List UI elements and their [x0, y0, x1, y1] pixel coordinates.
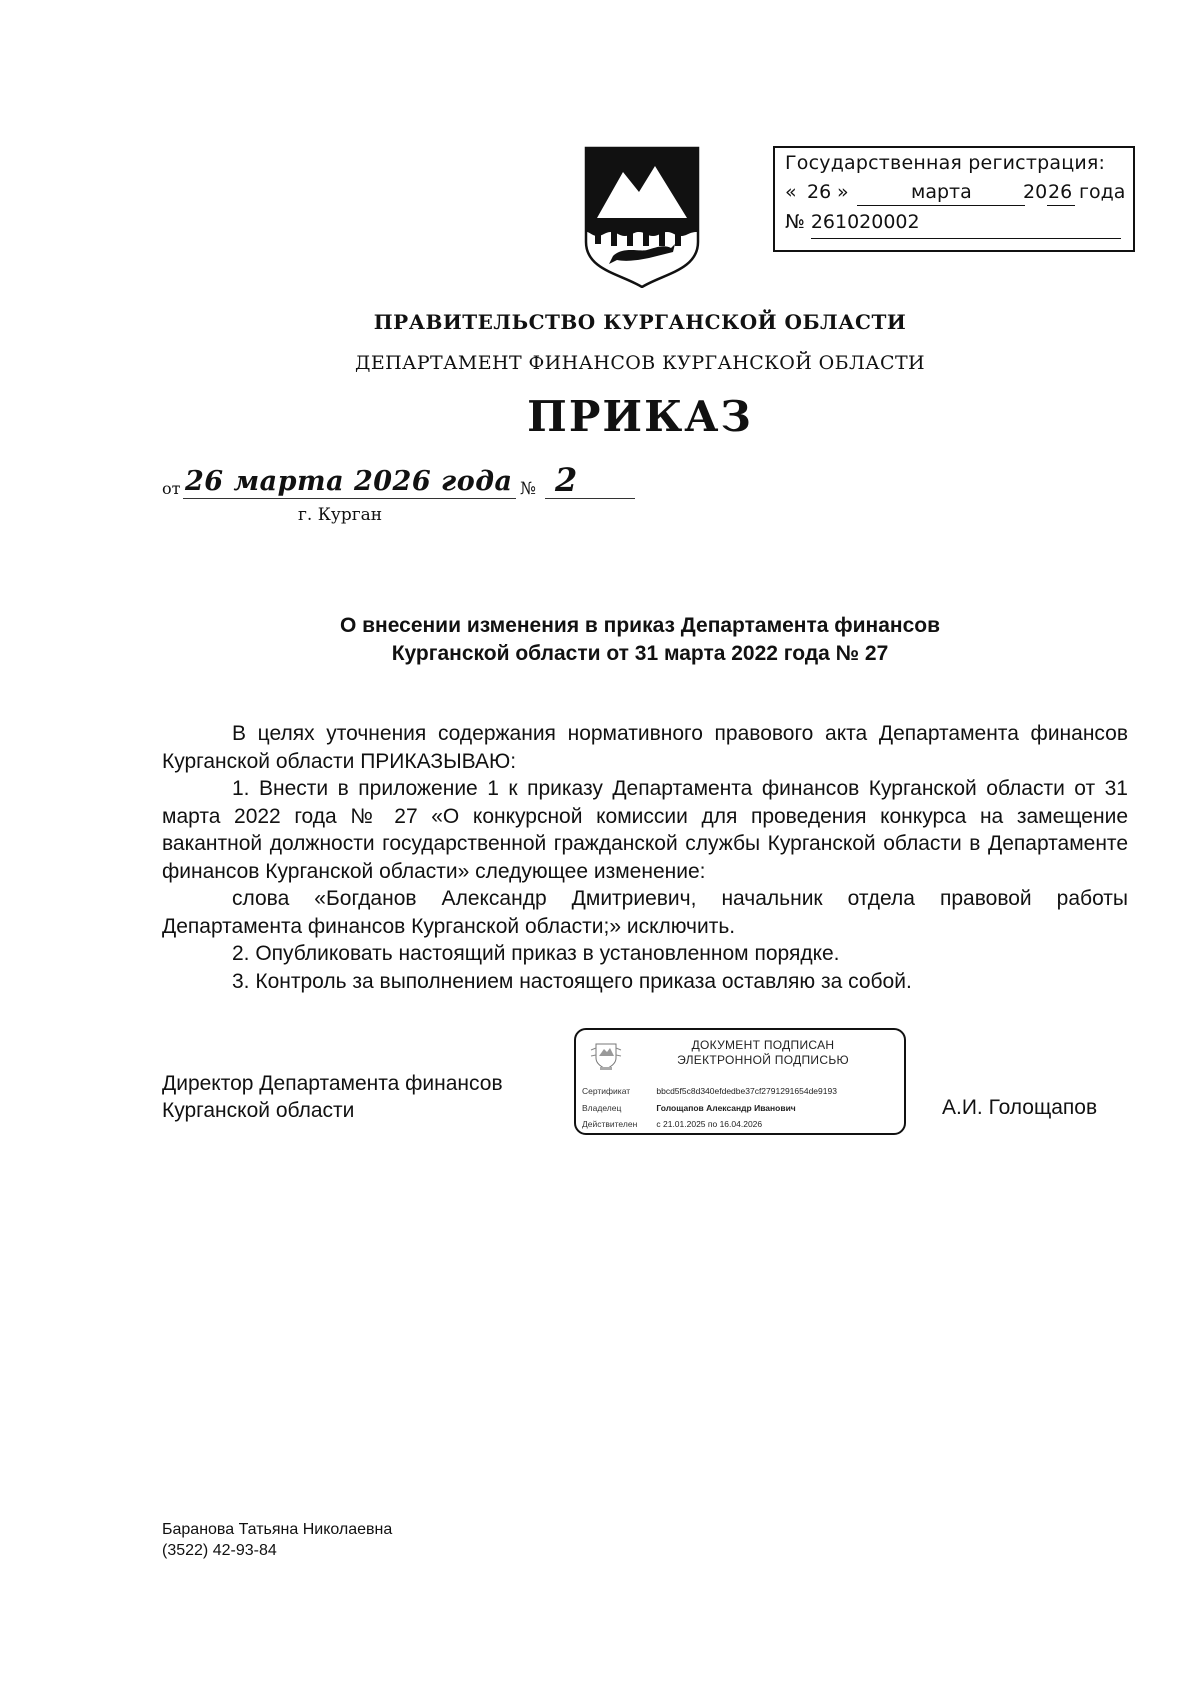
preamble-paragraph: В целях уточнения содержания нормативного правового акта Департамента финансов Курганской области ПРИКАЗЫВАЮ:: [162, 722, 1128, 773]
registration-day: 26: [807, 181, 832, 203]
esign-title-line-2: ЭЛЕКТРОННОЙ ПОДПИСЬЮ: [677, 1053, 849, 1067]
registration-number-row: [785, 211, 920, 233]
owner-value: Голощапов Александр Иванович: [656, 1103, 796, 1113]
position-line-1: Директор Департамента финансов: [162, 1072, 503, 1095]
executor-phone: (3522) 42-93-84: [162, 1542, 277, 1559]
signatory-position: [162, 1070, 503, 1124]
electronic-signature-stamp: [574, 1028, 906, 1135]
signatory-name: А.И. Голощапов: [942, 1096, 1098, 1119]
date-underline: [183, 498, 516, 499]
esign-certificate-row: [582, 1086, 837, 1096]
order-body: [162, 720, 1128, 995]
registration-year-prefix: 20: [1023, 181, 1048, 203]
registration-number-label: №: [785, 211, 805, 233]
registration-stamp: [773, 146, 1135, 252]
certificate-value: bbcd5f5c8d340efdedbe37cf2791291654de9193: [656, 1086, 837, 1096]
subject-line-1: О внесении изменения в приказ Департамента финансов: [339, 614, 941, 637]
owner-label: Владелец: [582, 1103, 622, 1113]
emblem-seal-icon: [588, 1040, 624, 1072]
city-label: г. Курган: [298, 505, 383, 525]
position-line-2: Курганской области: [162, 1099, 355, 1122]
executor-info: [162, 1519, 392, 1561]
handwritten-number: 2: [555, 461, 578, 499]
number-underline: [545, 498, 635, 499]
order-subject: [0, 612, 1200, 668]
clause-1-detail-paragraph: слова «Богданов Александр Дмитриевич, начальник отдела правовой работы Департамента финансов Курганской области;» исключить.: [162, 887, 1128, 938]
number-label: №: [520, 479, 537, 499]
clause-3-paragraph: 3. Контроль за выполнением настоящего приказа оставляю за собой.: [232, 969, 912, 993]
esign-owner-row: [582, 1103, 796, 1113]
registration-date: [785, 181, 1126, 207]
kurgan-coat-of-arms-icon: [583, 146, 701, 288]
registration-number: 261020002: [810, 211, 920, 233]
subject-line-2: Курганской области от 31 марта 2022 года № 27: [391, 642, 889, 665]
esign-title: [632, 1038, 894, 1068]
quote-close: »: [837, 181, 849, 203]
esign-validity-row: [582, 1119, 762, 1129]
esign-title-line-1: ДОКУМЕНТ ПОДПИСАН: [691, 1038, 835, 1052]
quote-open: «: [785, 181, 797, 203]
department-heading: ДЕПАРТАМЕНТ ФИНАНСОВ КУРГАНСКОЙ ОБЛАСТИ: [354, 352, 926, 374]
certificate-label: Сертификат: [582, 1086, 631, 1096]
executor-name: Баранова Татьяна Николаевна: [162, 1521, 393, 1538]
date-label: от: [162, 479, 181, 498]
validity-label: Действителен: [582, 1119, 638, 1129]
registration-month: марта: [911, 181, 972, 203]
government-heading: ПРАВИТЕЛЬСТВО КУРГАНСКОЙ ОБЛАСТИ: [373, 310, 907, 334]
registration-year-suffix: 26: [1048, 181, 1073, 203]
document-type-title: ПРИКАЗ: [527, 392, 753, 441]
clause-2-paragraph: 2. Опубликовать настоящий приказ в установленном порядке.: [232, 942, 840, 965]
clause-1-paragraph: 1. Внести в приложение 1 к приказу Департамента финансов Курганской области от 31 марта 2022 года № 27 «О конкурсной комиссии для проведения конкурса на замещение вакантной должности государственной гражданской службы Курганской области в Департаменте финансов Курганской области» следующее изменение:: [162, 777, 1128, 883]
registration-title: Государственная регистрация:: [785, 152, 1106, 174]
validity-value: с 21.01.2025 по 16.04.2026: [656, 1119, 763, 1129]
registration-year-word: года: [1079, 181, 1126, 203]
handwritten-date: 26 марта 2026 года: [185, 466, 513, 497]
